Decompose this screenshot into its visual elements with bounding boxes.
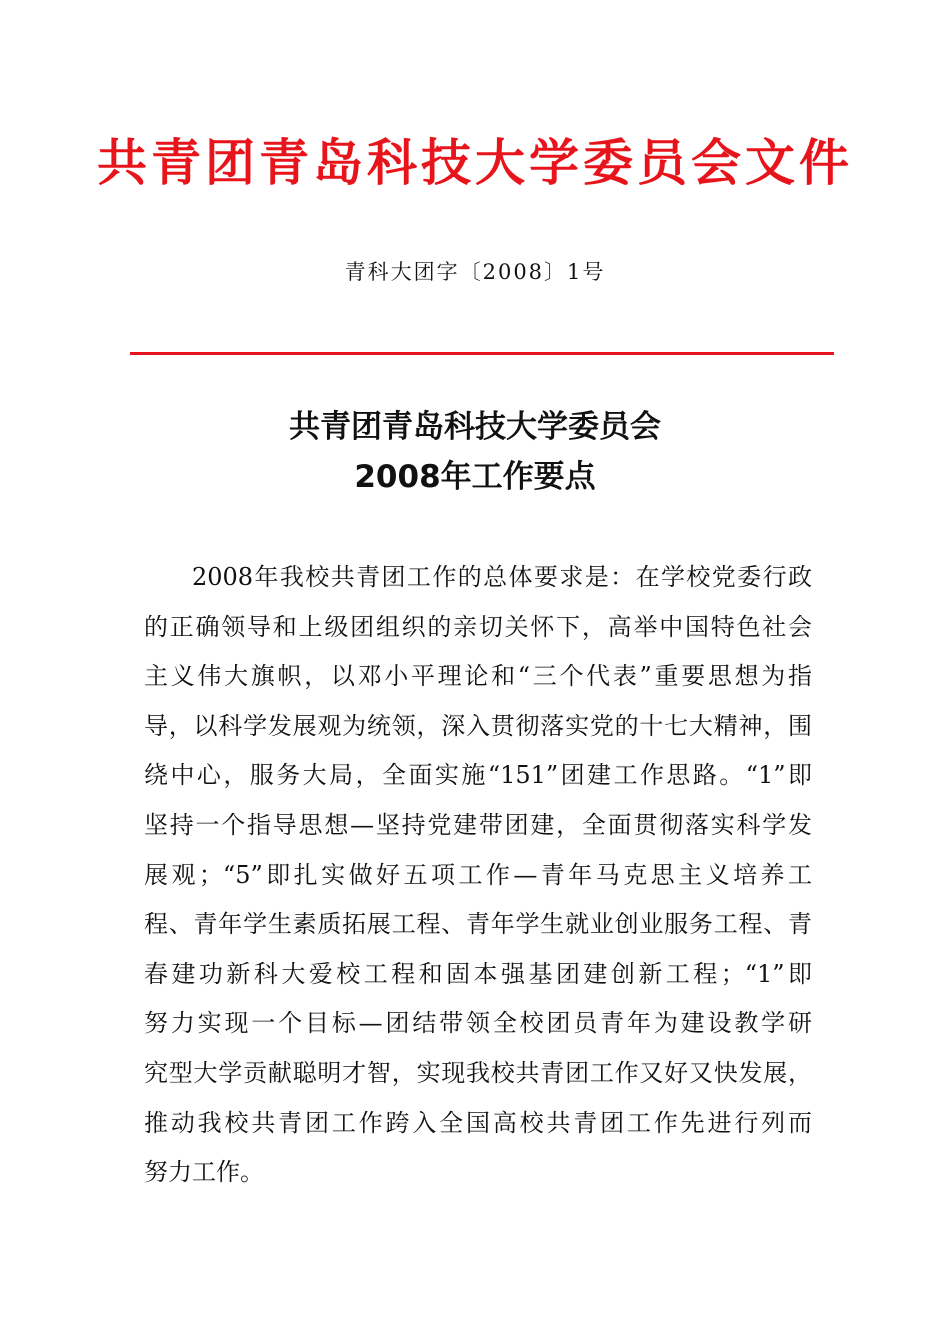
body-line: 努力实现一个目标—团结带领全校团员青年为建设教学研 <box>144 1009 812 1038</box>
body-line: 2008年我校共青团工作的总体要求是：在学校党委行政 <box>192 563 812 591</box>
body-line: 绕中心，服务大局，全面实施“151”团建工作思路。“1”即 <box>144 761 812 790</box>
body-line: 究型大学贡献聪明才智，实现我校共青团工作又好又快发展， <box>144 1058 812 1087</box>
body-line: 的正确领导和上级团组织的亲切关怀下，高举中国特色社会 <box>144 612 812 641</box>
document-header-title: 共青团青岛科技大学委员会文件 <box>97 133 853 192</box>
document-title <box>0 402 950 502</box>
body-line: 主义伟大旗帜，以邓小平理论和“三个代表”重要思想为指 <box>144 662 812 691</box>
document-number: 青科大团字〔2008〕1号 <box>344 260 606 284</box>
body-line: 导，以科学发展观为统领，深入贯彻落实党的十七大精神，围 <box>144 711 812 740</box>
body-line: 坚持一个指导思想—坚持党建带团建，全面贯彻落实科学发 <box>144 810 812 839</box>
red-divider-line <box>130 352 834 355</box>
body-line: 程、青年学生素质拓展工程、青年学生就业创业服务工程、青 <box>144 910 812 939</box>
body-line: 推动我校共青团工作跨入全国高校共青团工作先进行列而 <box>144 1108 812 1137</box>
body-paragraph <box>144 553 812 1198</box>
body-line: 努力工作。 <box>144 1158 264 1187</box>
title-line-1: 共青团青岛科技大学委员会 <box>289 409 661 445</box>
body-line: 展观；“5”即扎实做好五项工作—青年马克思主义培养工 <box>144 860 812 889</box>
body-line: 春建功新科大爱校工程和固本强基团建创新工程；“1”即 <box>144 959 812 988</box>
title-line-2: 2008年工作要点 <box>354 459 596 495</box>
